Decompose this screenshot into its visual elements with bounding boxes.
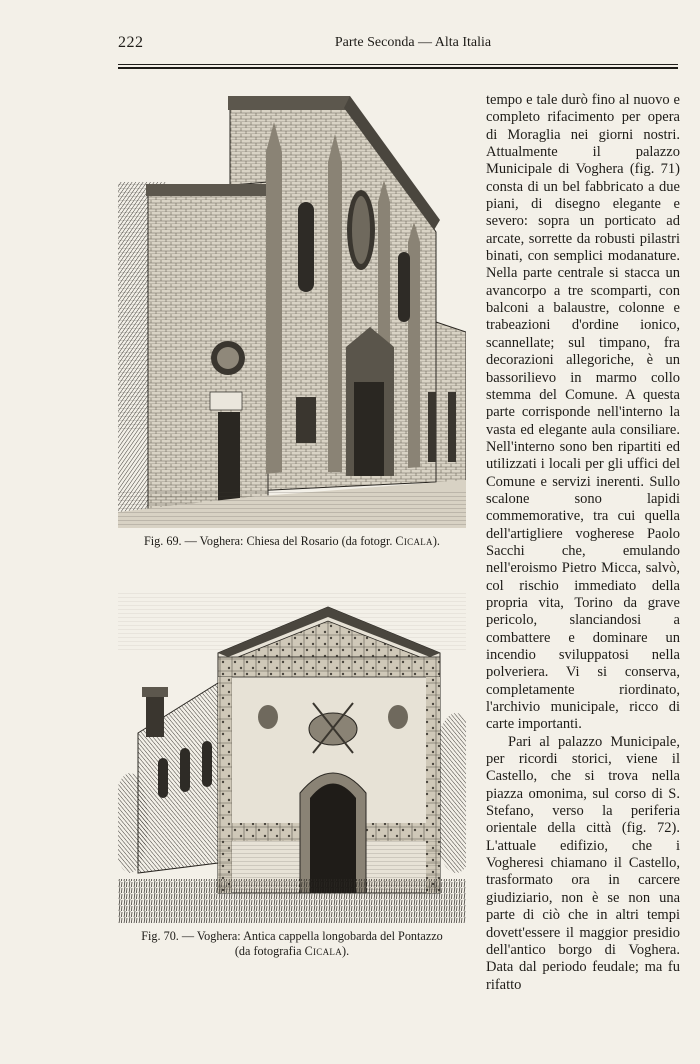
church-engraving <box>118 92 466 528</box>
running-title: Parte Seconda — Alta Italia <box>334 35 492 50</box>
figure-69 <box>118 92 466 549</box>
page-number: 222 <box>118 34 144 51</box>
body-text-column <box>486 92 680 994</box>
figure-69-caption <box>118 534 466 549</box>
figure-70-title: — Voghera: Antica cappella longobarda del Pontazzo <box>181 929 443 943</box>
page-header <box>118 34 678 60</box>
paragraph-2: Pari al palazzo Municipale, per ricordi storici, viene il Castello, che si trova nella piazza omonima, sul corso di S. Stefano, verso la periferia orientale della città (fig. 72). L'attuale edifizio, che i Vogheresi chiamano il Castello, trasformato ora in carcere giudiziario, non è se non una parte di ciò che in altri tempi dovett'essere il maggior presidio dell'antico borgo di Voghera. Data dal periodo feudale; ma fu rifatto <box>486 733 680 993</box>
figure-69-credit: Cicala <box>395 534 433 548</box>
chapel-engraving <box>118 593 466 923</box>
header-rule-thick <box>118 67 678 69</box>
figure-70-tail: ). <box>342 944 350 958</box>
figure-69-number: Fig. 69. <box>144 534 182 548</box>
paragraph-1: tempo e tale durò fino al nuovo e completo rifacimento per opera di Moraglia nei giorni nostri. Attualmente il palazzo Municipale di Voghera (fig. 71) consta di un bel fabbricato a due piani, di disegno elegante e severo: sopra un porticato ad arcate, sorrette da robusti pilastri binati, con semplici modanature. Nella parte centrale si stacca un avancorpo a tre scomparti, con balconi a balaustre, colonne e trabeazioni d'ordine ionico, scannellate; sul timpano, fra decorazioni allegoriche, è un bassorilievo in marmo collo stemma del Comune. A questa parte corrisponde nell'interno la vasta ed elegante aula consiliare. Nell'interno sono ben ripartiti ed utilizzati i locali per gli uffici del Comune e servizi inerenti. Sullo scalone sono lapidi commemorative, tra cui quella dell'artigliere vogherese Paolo Sacchi che, emulando nell'eroismo Pietro Micca, salvò, col rischio immediato della propria vita, Torino da grave pericolo, slanciandosi a combattere e dominare un incendio sviluppatosi nella polveriera. Vi si conserva, completamente riordinato, l'archivio municipale, ricco di carte importanti. <box>486 92 680 733</box>
figure-70 <box>118 593 466 959</box>
header-rule <box>118 64 678 65</box>
figure-70-source: (da fotografia <box>234 944 302 958</box>
figure-70-caption <box>118 929 466 959</box>
figure-70-number: Fig. 70. <box>141 929 179 943</box>
figure-70-credit: Cicala <box>304 944 343 958</box>
figure-69-title: — Voghera: Chiesa del Rosario (da fotogr. <box>184 534 393 548</box>
figure-69-tail: ). <box>432 534 440 548</box>
